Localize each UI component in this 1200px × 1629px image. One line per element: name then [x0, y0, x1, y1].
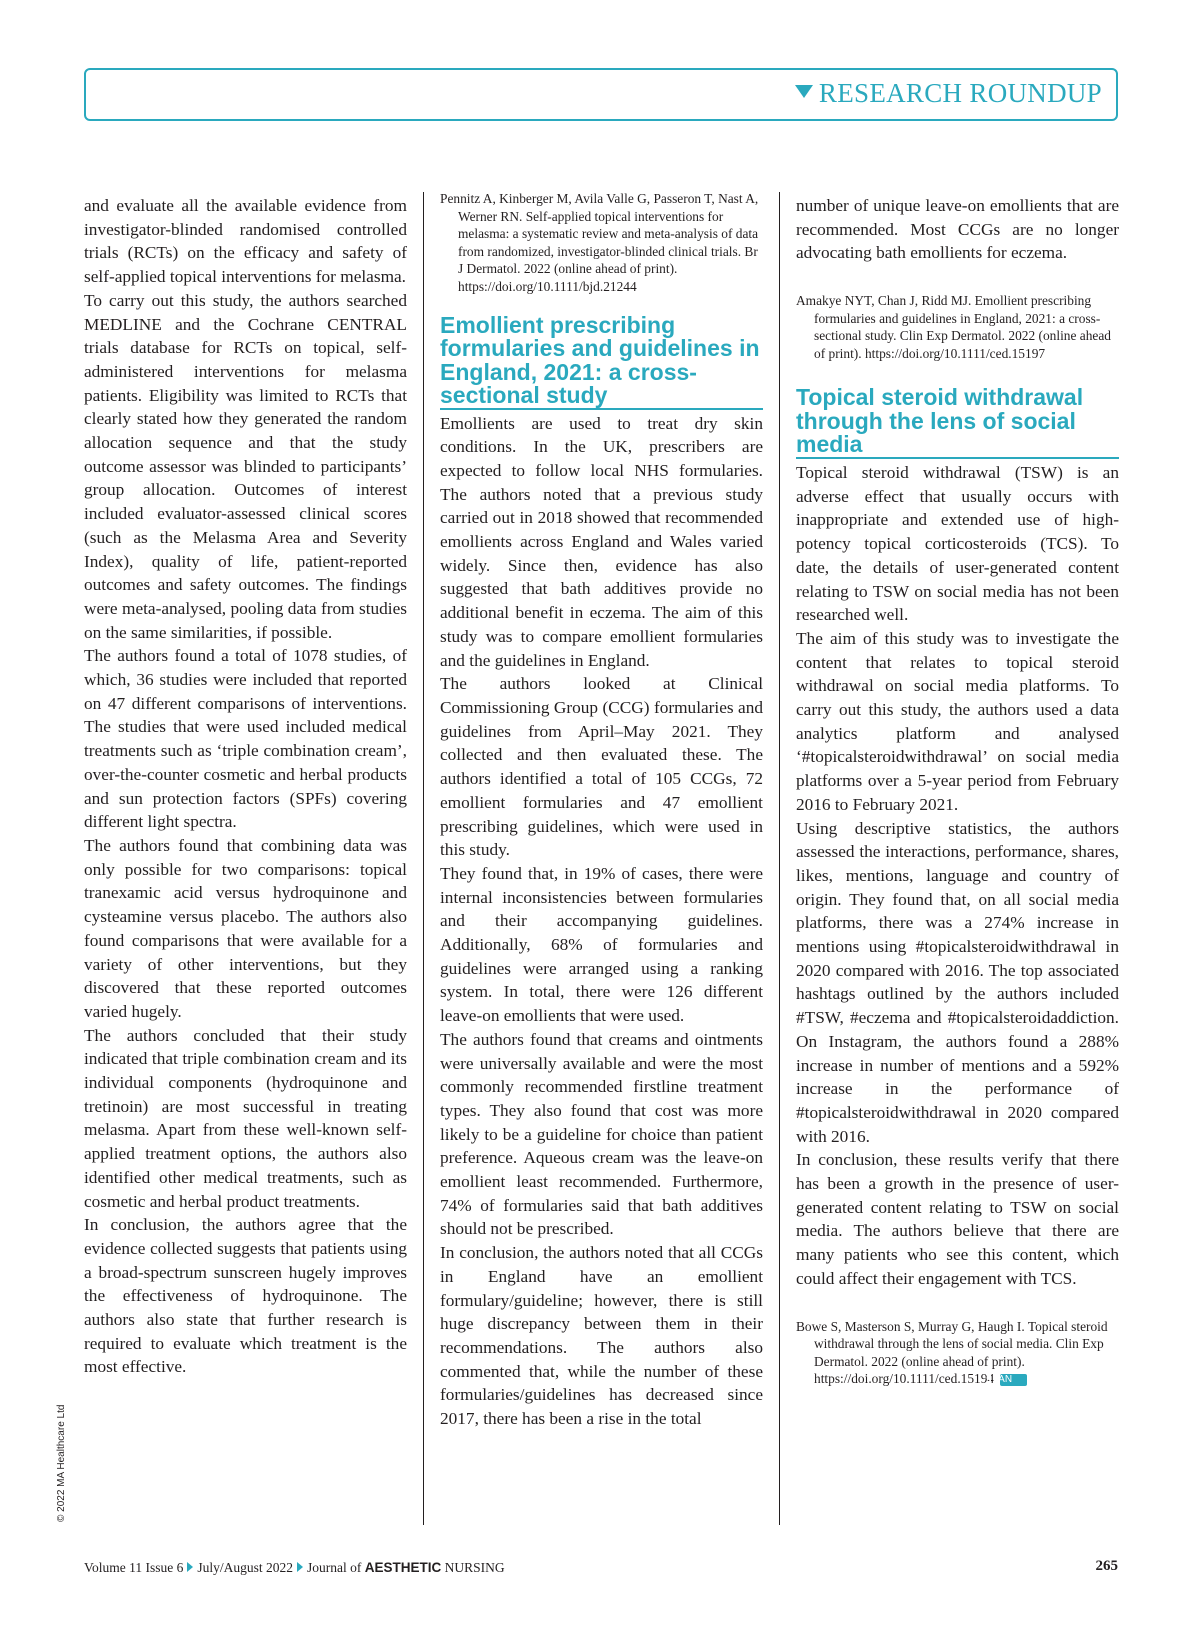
journal-suffix: NURSING	[441, 1560, 505, 1575]
body-paragraph: and evaluate all the available evidence from investigator-blinded randomised controlled trials (RCTs) on the efficacy and safety of self-applied topical interventions for melasma.	[84, 196, 407, 287]
issue-date: July/August 2022	[197, 1560, 294, 1575]
body-paragraph: Using descriptive statistics, the authors assessed the interactions, performance, shares, likes, mentions, language and country of origin. They found that, on all social media platforms, there was a 274% increase in mentions using #topicalsteroidwithdrawal in 2020 compared with 2016. The top associated hashtags outlined by the authors included #TSW, #eczema and #topicalsteroidaddiction. On Instagram, the authors found a 288% increase in number of mentions and a 592% increase in the performance of #topicalsteroidwithdrawal in 2020 compared with 2016.	[796, 818, 1119, 1146]
reference-citation: Amakye NYT, Chan J, Ridd MJ. Emollient prescribing formularies and guidelines in England, 2021: a cross-sectional study. Clin Exp Dermatol. 2022 (online ahead of print). https://doi.org/10.1111/ced.15197	[796, 293, 1112, 361]
body-paragraph: To carry out this study, the authors searched MEDLINE and the Cochrane CENTRAL trials database for RCTs on topical, self-administered interventions for melasma patients. Eligibility was limited to RCTs that clearly stated how they generated the random allocation sequence and that the study outcome assessor was blinded to participants’ group allocation. Outcomes of interest included evaluator-assessed clinical scores (such as the Melasma Area and Severity Index), quality of life, patient-reported outcomes and safety outcomes. The findings were meta-analysed, pooling data from studies on the same similarities, if possible.	[84, 290, 407, 642]
column-3	[796, 194, 1119, 1388]
journal-brand: AESTHETIC	[364, 1560, 442, 1575]
reference-text: Bowe S, Masterson S, Murray G, Haugh I. Topical steroid withdrawal through the lens of social media. Clin Exp Dermatol. 2022 (online ahead of print). https://doi.org/10.1111/ced.15194	[796, 1318, 1108, 1387]
article-heading: Emollient prescribing formularies and guidelines in England, 2021: a cross-sectional study	[440, 314, 763, 410]
body-paragraph: The authors concluded that their study indicated that triple combination cream and its individual components (hydroquinone and tretinoin) are most successful in treating melasma. Apart from these well-known self-applied treatment options, the authors also identified other medical treatments, such as cosmetic and herbal product treatments.	[84, 1025, 407, 1211]
arrow-right-icon	[187, 1562, 193, 1572]
body-paragraph: The authors found that creams and ointments were universally available and were the most commonly recommended firstline treatment types. They also found that cost was more likely to be a guideline for choice than patient preference. Aqueous cream was the leave-on emollient least recommended. Furthermore, 74% of formularies said that bath additives should not be prescribed.	[440, 1029, 763, 1239]
column-divider	[779, 192, 780, 1525]
article-heading: Topical steroid withdrawal through the lens of social media	[796, 386, 1119, 459]
body-paragraph: Topical steroid withdrawal (TSW) is an adverse effect that usually occurs with inappropriate and extended use of high-potency topical corticosteroids (TCS). To date, the details of user-generated content relating to TSW on social media has not been researched well.	[796, 462, 1119, 625]
body-paragraph: number of unique leave-on emollients that are recommended. Most CCGs are no longer advocating bath emollients for eczema.	[796, 196, 1119, 263]
body-paragraph: The authors looked at Clinical Commissioning Group (CCG) formularies and guidelines from April–May 2021. They collected and then evaluated these. The authors identified a total of 105 CCGs, 72 emollient formularies and 47 emollient prescribing guidelines, which were used in this study.	[440, 674, 763, 860]
jan-badge	[993, 1374, 1027, 1386]
arrow-right-icon	[297, 1562, 303, 1572]
page-footer	[84, 1560, 505, 1576]
copyright-notice: © 2022 MA Healthcare Ltd	[56, 1404, 67, 1522]
section-header-box	[84, 68, 1118, 121]
triangle-down-icon	[795, 85, 813, 98]
reference-citation	[796, 1318, 1119, 1388]
section-title: RESEARCH ROUNDUP	[818, 78, 1102, 108]
journal-prefix: Journal of	[307, 1560, 365, 1575]
column-2	[440, 190, 763, 1431]
column-divider	[423, 192, 424, 1525]
body-paragraph: The authors found that combining data was only possible for two comparisons: topical tranexamic acid versus hydroquinone and cysteamine versus placebo. The authors also found comparisons that were available for a variety of other interventions, but they discovered that these reported outcomes varied hugely.	[84, 835, 407, 1021]
body-paragraph: The authors found a total of 1078 studies, of which, 36 studies were included that reported on 47 different comparisons of interventions. The studies that were used included medical treatments such as ‘triple combination cream’, over-the-counter cosmetic and herbal products and sun protection factors (SPFs) covering different light spectra.	[84, 646, 407, 832]
volume-issue: Volume 11 Issue 6	[84, 1560, 184, 1575]
body-paragraph: Emollients are used to treat dry skin conditions. In the UK, prescribers are expected to follow local NHS formularies. The authors noted that a previous study carried out in 2018 showed that recommended emollients across England and Wales varied widely. Since then, evidence has also suggested that bath additives provide no additional benefit in eczema. The aim of this study was to compare emollient formularies and the guidelines in England.	[440, 413, 763, 670]
column-1	[84, 194, 407, 1379]
jan-badge-label: JAN	[993, 1374, 1013, 1386]
page-number: 265	[1095, 1558, 1118, 1574]
body-paragraph: In conclusion, the authors noted that all CCGs in England have an emollient formulary/guideline; however, there is still huge discrepancy between them in their recommendations. The authors also commented that, while the number of these formularies/guidelines has decreased since 2017, there has been a rise in the total	[440, 1243, 763, 1429]
body-paragraph: In conclusion, these results verify that there has been a growth in the presence of user-generated content relating to TSW on social media. The authors believe that there are many patients who see this content, which could affect their engagement with TCS.	[796, 1150, 1119, 1288]
section-label	[795, 78, 1102, 109]
body-paragraph: The aim of this study was to investigate the content that relates to topical steroid withdrawal on social media platforms. To carry out this study, the authors used a data analytics platform and analysed ‘#topicalsteroidwithdrawal’ on social media platforms over a 5-year period from February 2016 to February 2021.	[796, 628, 1119, 814]
arrow-left-icon	[986, 1374, 991, 1382]
body-paragraph: In conclusion, the authors agree that the evidence collected suggests that patients using a broad-spectrum sunscreen hugely improves the effectiveness of hydroquinone. The authors also state that further research is required to evaluate which treatment is the most effective.	[84, 1215, 407, 1377]
body-paragraph: They found that, in 19% of cases, there were internal inconsistencies between formularies and their accompanying guidelines. Additionally, 68% of formularies and guidelines were arranged using a ranking system. In total, there were 126 different leave-on emollients that were used.	[440, 863, 763, 1026]
reference-citation: Pennitz A, Kinberger M, Avila Valle G, Passeron T, Nast A, Werner RN. Self-applied topical interventions for melasma: a systematic review and meta-analysis of data from randomized, investigator-blinded clinical trials. Br J Dermatol. 2022 (online ahead of print). https://doi.org/10.1111/bjd.21244	[440, 191, 759, 294]
